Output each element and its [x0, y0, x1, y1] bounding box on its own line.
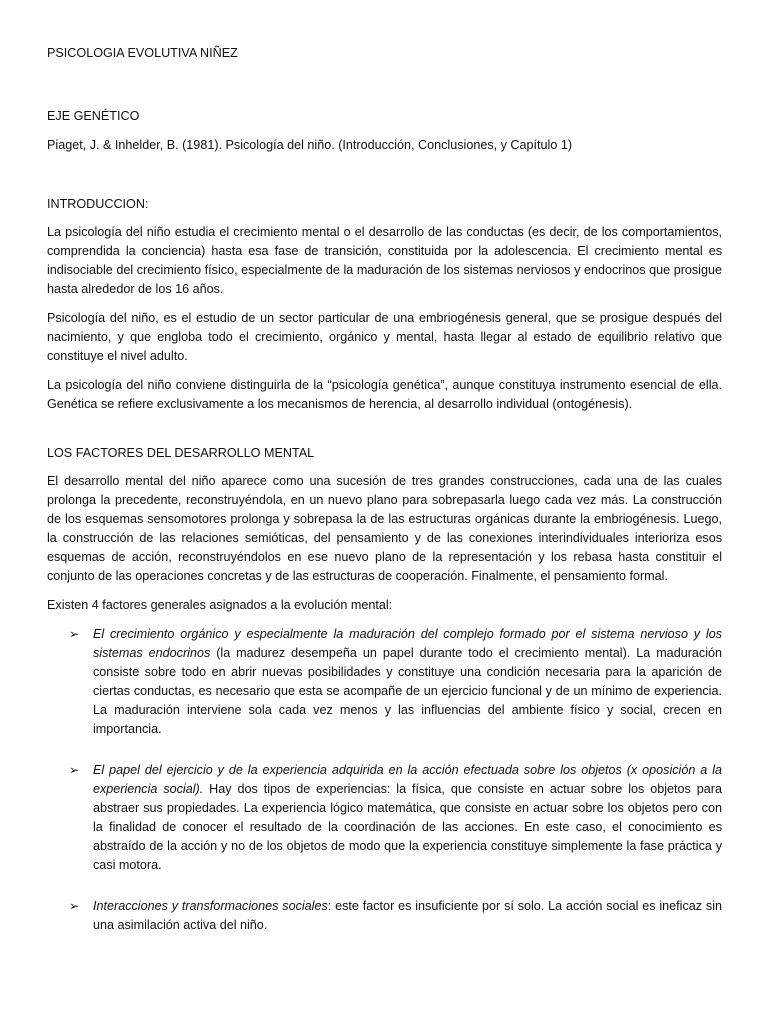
bibliographic-reference: Piaget, J. & Inhelder, B. (1981). Psicología del niño. (Introducción, Conclusiones, y Capítulo 1) — [47, 138, 573, 152]
intro-paragraph-1: La psicología del niño estudia el crecimiento mental o el desarrollo de las conductas (es decir, de los comportamientos, comprendida la conciencia) hasta esa fase de transición, constituida por la adolescencia. El crecimiento mental es indisociable del crecimiento físico, especialmente de la maduración de los sistemas nerviosos y endocrinos que prosigue hasta alrededor de los 16 años. — [47, 225, 722, 296]
factor-text: (la madurez desempeña un papel durante todo el crecimiento mental). La maduración consiste sobre todo en abrir nuevas posibilidades y constituye una condición necesaria para la aparición de ciertas conductas, es necesario que esta se acompañe de un ejercicio funcional y de un mínimo de experiencia. La maduración interviene sola cada vez menos y las influencias del ambiente físico y social, crecen en importancia. — [93, 646, 722, 736]
arrow-bullet-icon: ➢ — [69, 763, 80, 777]
introduction-heading: INTRODUCCION: — [47, 197, 149, 211]
arrow-bullet-icon: ➢ — [69, 899, 80, 913]
factor-italic-text: El papel del ejercicio y de la experiencia adquirida en la acción efectuada sobre los objetos (x oposición a la experiencia social). — [93, 763, 722, 796]
document-title: PSICOLOGIA EVOLUTIVA NIÑEZ — [47, 46, 238, 60]
arrow-bullet-icon: ➢ — [69, 627, 80, 641]
factors-intro: Existen 4 factores generales asignados a la evolución mental: — [47, 598, 393, 612]
factors-paragraph: El desarrollo mental del niño aparece como una sucesión de tres grandes construcciones, cada una de las cuales prolonga la precedente, reconstruyéndola, en un nuevo plano para sobrepasarla luego cada vez más. La construcción de los esquemas sensomotores prolonga y sobrepasa la de las estructuras orgánicas durante la embriogénesis. Luego, la construcción de las relaciones semióticas, del pensamiento y de las conexiones interindividuales interioriza esos esquemas de acción, reconstruyéndolos en ese nuevo plano de la representación y los rebasa hasta constituir el conjunto de las operaciones concretas y de las estructuras de cooperación. Finalmente, el pensamiento formal. — [47, 474, 722, 583]
factor-text: Hay dos tipos de experiencias: la física, que consiste en actuar sobre los objetos para abstraer sus propiedades. La experiencia lógico matemática, que consiste en actuar sobre los objetos pero con la finalidad de conocer el resultado de la coordinación de las acciones. En este caso, el conocimiento es abstraído de la acción y no de los objetos de modo que la experiencia constituye simplemente la fase práctica y casi motora. — [93, 782, 722, 872]
factor-text: : este factor es insuficiente por sí solo. La acción social es ineficaz sin una asimilación activa del niño. — [93, 899, 723, 932]
axis-heading: EJE GENÉTICO — [47, 109, 140, 123]
factor-item — [47, 761, 722, 875]
factor-item — [47, 625, 722, 739]
intro-paragraph-3: La psicología del niño conviene distinguirla de la “psicología genética”, aunque constituya instrumento esencial de ella. Genética se refiere exclusivamente a los mecanismos de herencia, al desarrollo individual (ontogénesis). — [47, 378, 722, 411]
intro-paragraph-2: Psicología del niño, es el estudio de un sector particular de una embriogénesis general, que se prosigue después del nacimiento, y que engloba todo el crecimiento, orgánico y mental, hasta llegar al estado de equilibrio relativo que constituye el nivel adulto. — [47, 311, 722, 363]
factor-item — [47, 897, 722, 935]
factor-italic-text: El crecimiento orgánico y especialmente la maduración del complejo formado por el sistema nervioso y los sistemas endocrinos — [93, 627, 722, 660]
factors-heading: LOS FACTORES DEL DESARROLLO MENTAL — [47, 446, 315, 460]
factor-italic-text: Interacciones y transformaciones sociales — [93, 899, 328, 913]
factors-list — [47, 625, 722, 935]
